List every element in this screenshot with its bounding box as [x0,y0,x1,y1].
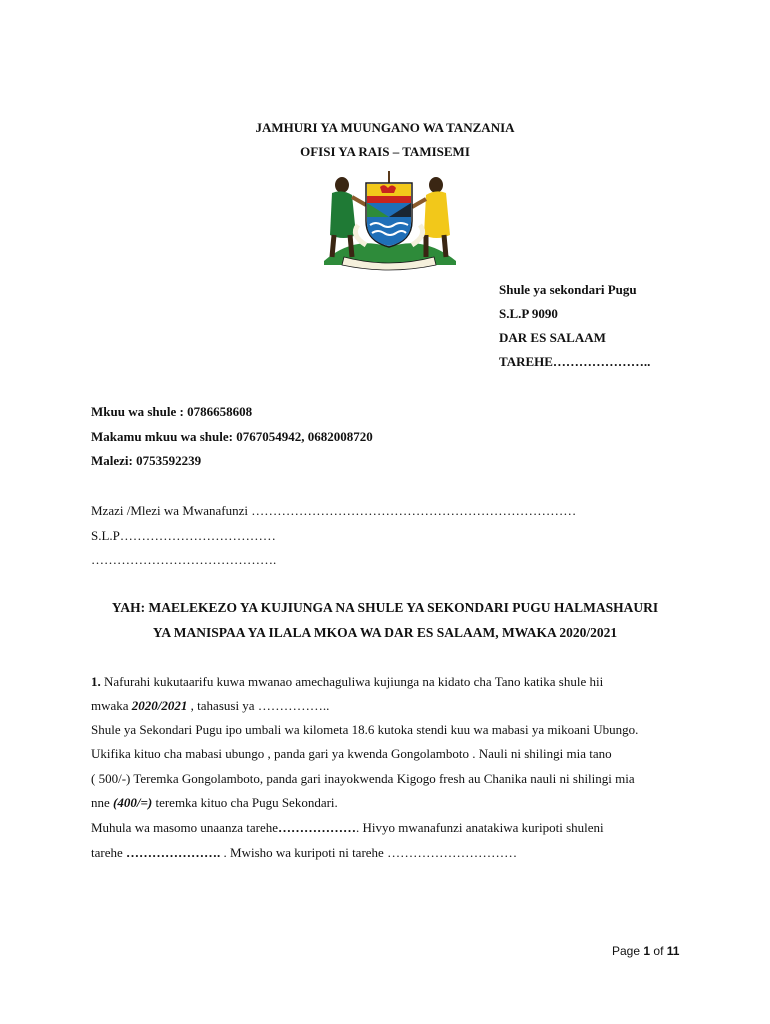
report-date: …………………. [126,845,221,860]
subject-line-1: YAH: MAELEKEZO YA KUJIUNGA NA SHULE YA SEKONDARI PUGU HALMASHAURI [111,600,659,615]
contact-head: Mkuu wa shule : 0786658608 [91,404,253,419]
page-word: Page [612,944,641,958]
body-line-6-post: teremka kituo cha Pugu Sekondari. [152,795,338,810]
coat-of-arms-icon [314,165,464,273]
body-line-6 [91,795,338,811]
header-line-2: OFISI YA RAIS – TAMISEMI [300,144,470,159]
contact-deputy: Makamu mkuu wa shule: 0767054942, 0682008720 [91,429,373,444]
page-footer [612,944,679,958]
recipient-line-3: ……………………………………. [91,552,277,567]
body-line-7-post: . Hivyo mwanafunzi anatakiwa kuripoti shuleni [355,820,604,835]
contact-malezi: Malezi: 0753592239 [91,453,202,468]
page-number: 1 [643,944,651,958]
body-line-4: Ukifika kituo cha mabasi ubungo , panda gari ya kwenda Gongolamboto . Nauli ni shilingi mia tano [91,746,612,761]
paragraph-number: 1. [91,674,101,689]
school-po-box: S.L.P 9090 [499,306,558,321]
date-field: TAREHE………………….. [499,354,651,369]
recipient-line-1: Mzazi /Mlezi wa Mwanafunzi ………………………………………………………………… [91,503,577,518]
body-line-5: ( 500/-) Teremka Gongolamboto, panda gari inayokwenda Kigogo fresh au Chanika nauli ni shilingi mia [91,771,635,786]
academic-year: 2020/2021 [131,698,188,713]
body-line-2-pre: mwaka [91,698,132,713]
page-total: 11 [666,944,680,958]
body-line-7 [91,820,604,836]
of-word: of [653,944,664,958]
body-line-2-post: , tahasusi ya …………….. [187,698,330,713]
term-start-date: ……………… [277,820,356,835]
body-line-2 [91,698,329,714]
school-city: DAR ES SALAAM [499,330,606,345]
fare-amount: (400/=) [113,795,153,810]
body-line-8-post: . Mwisho wa kuripoti ni tarehe ………………………… [220,845,518,860]
body-line-7-pre: Muhula wa masomo unaanza tarehe [91,820,278,835]
header-line-1: JAMHURI YA MUUNGANO WA TANZANIA [255,120,515,135]
body-line-1-text: Nafurahi kukutaarifu kuwa mwanao amechaguliwa kujiunga na kidato cha Tano katika shule hii [100,674,604,689]
body-line-8-pre: tarehe [91,845,127,860]
subject-line-2: YA MANISPAA YA ILALA MKOA WA DAR ES SALAAM, MWAKA 2020/2021 [152,625,618,640]
body-line-8 [91,845,517,861]
school-name: Shule ya sekondari Pugu [499,282,637,297]
recipient-line-2: S.L.P……………………………… [91,528,276,543]
body-line-1 [91,674,681,690]
body-line-6-pre: nne [91,795,114,810]
body-line-3: Shule ya Sekondari Pugu ipo umbali wa kilometa 18.6 kutoka stendi kuu wa mabasi ya mikoani Ubungo. [91,722,639,737]
